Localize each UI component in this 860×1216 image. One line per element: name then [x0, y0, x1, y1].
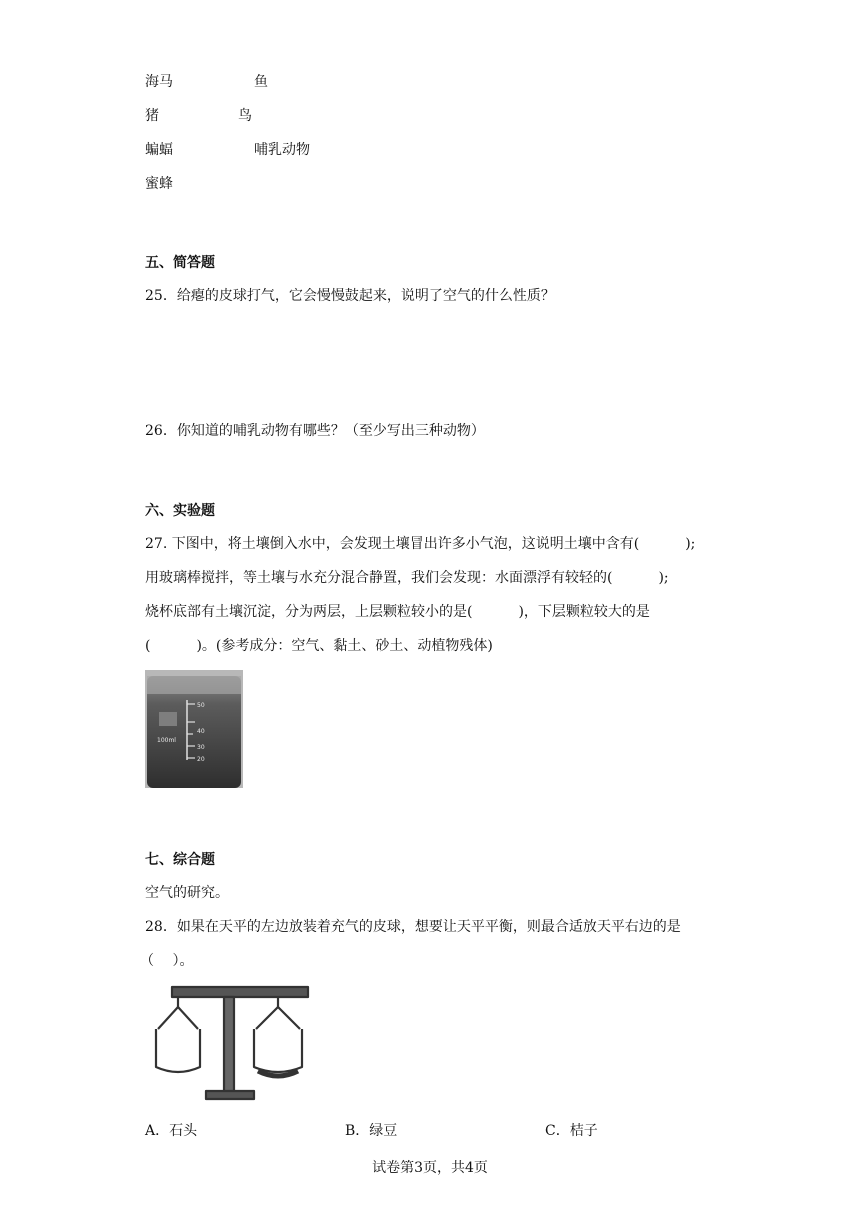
- question-25: 25．给瘪的皮球打气，它会慢慢鼓起来，说明了空气的什么性质？: [145, 288, 555, 304]
- match-left-2: 猪: [145, 108, 159, 124]
- question-27-line1: [145, 534, 695, 554]
- question-28-line2: （ ）。: [140, 953, 194, 969]
- beaker-mark-40: 40: [197, 728, 205, 735]
- q27-line2-text: 用玻璃棒搅拌，等土壤与水充分混合静置，我们会发现：水面漂浮有较轻的(: [145, 570, 613, 586]
- left-pan: [156, 1029, 200, 1072]
- q27-line1-text: 27. 下图中，将土壤倒入水中，会发现土壤冒出许多小气泡，这说明土壤中含有(: [145, 536, 640, 552]
- q27-line1-end: );: [685, 536, 696, 552]
- match-right-3: 哺乳动物: [254, 142, 310, 158]
- question-27-line2: [145, 568, 669, 588]
- beaker-mark-50: 50: [197, 702, 205, 709]
- scale-base: [206, 1091, 254, 1099]
- q27-line3-end: )，下层颗粒较大的是: [518, 604, 650, 620]
- match-left-4: 蜜蜂: [145, 176, 173, 192]
- question-27-line4: [145, 636, 493, 656]
- question-26: 26．你知道的哺乳动物有哪些？（至少写出三种动物）: [145, 423, 485, 439]
- match-right-1: 鱼: [254, 74, 268, 90]
- q27-line2-end: );: [658, 570, 669, 586]
- option-b: B．绿豆: [345, 1123, 398, 1139]
- match-right-2: 鸟: [238, 108, 252, 124]
- beaker-label: [159, 712, 177, 726]
- right-pan: [254, 1029, 302, 1072]
- q27-line3-text: 烧杯底部有土壤沉淀，分为两层，上层颗粒较小的是(: [145, 604, 473, 620]
- question-27-line3: [145, 602, 650, 622]
- q27-line4-start: (: [145, 638, 151, 654]
- match-left-3: 蝙蝠: [145, 142, 173, 158]
- beaker-mark-30: 30: [197, 744, 205, 751]
- match-left-1: 海马: [145, 74, 173, 90]
- q27-line4-text: )。(参考成分：空气、黏土、砂土、动植物残体): [196, 638, 493, 654]
- section6-heading: 六、实验题: [145, 503, 215, 519]
- balance-scale-drawing: [150, 985, 328, 1107]
- question-28-line1: 28．如果在天平的左边放装着充气的皮球，想要让天平平衡，则最合适放天平右边的是: [145, 919, 681, 935]
- scale-post: [224, 997, 234, 1095]
- beaker-mark-20: 20: [197, 756, 205, 763]
- section7-intro: 空气的研究。: [145, 885, 229, 901]
- scale-beam: [172, 987, 308, 997]
- section5-heading: 五、简答题: [145, 255, 215, 271]
- option-a: A．石头: [145, 1123, 198, 1139]
- beaker-photo: [145, 670, 243, 788]
- section7-heading: 七、综合题: [145, 852, 215, 868]
- option-c: C．桔子: [545, 1123, 598, 1139]
- beaker-mark-100ml: 100ml: [157, 737, 176, 744]
- page-footer: 试卷第3页，共4页: [372, 1160, 488, 1176]
